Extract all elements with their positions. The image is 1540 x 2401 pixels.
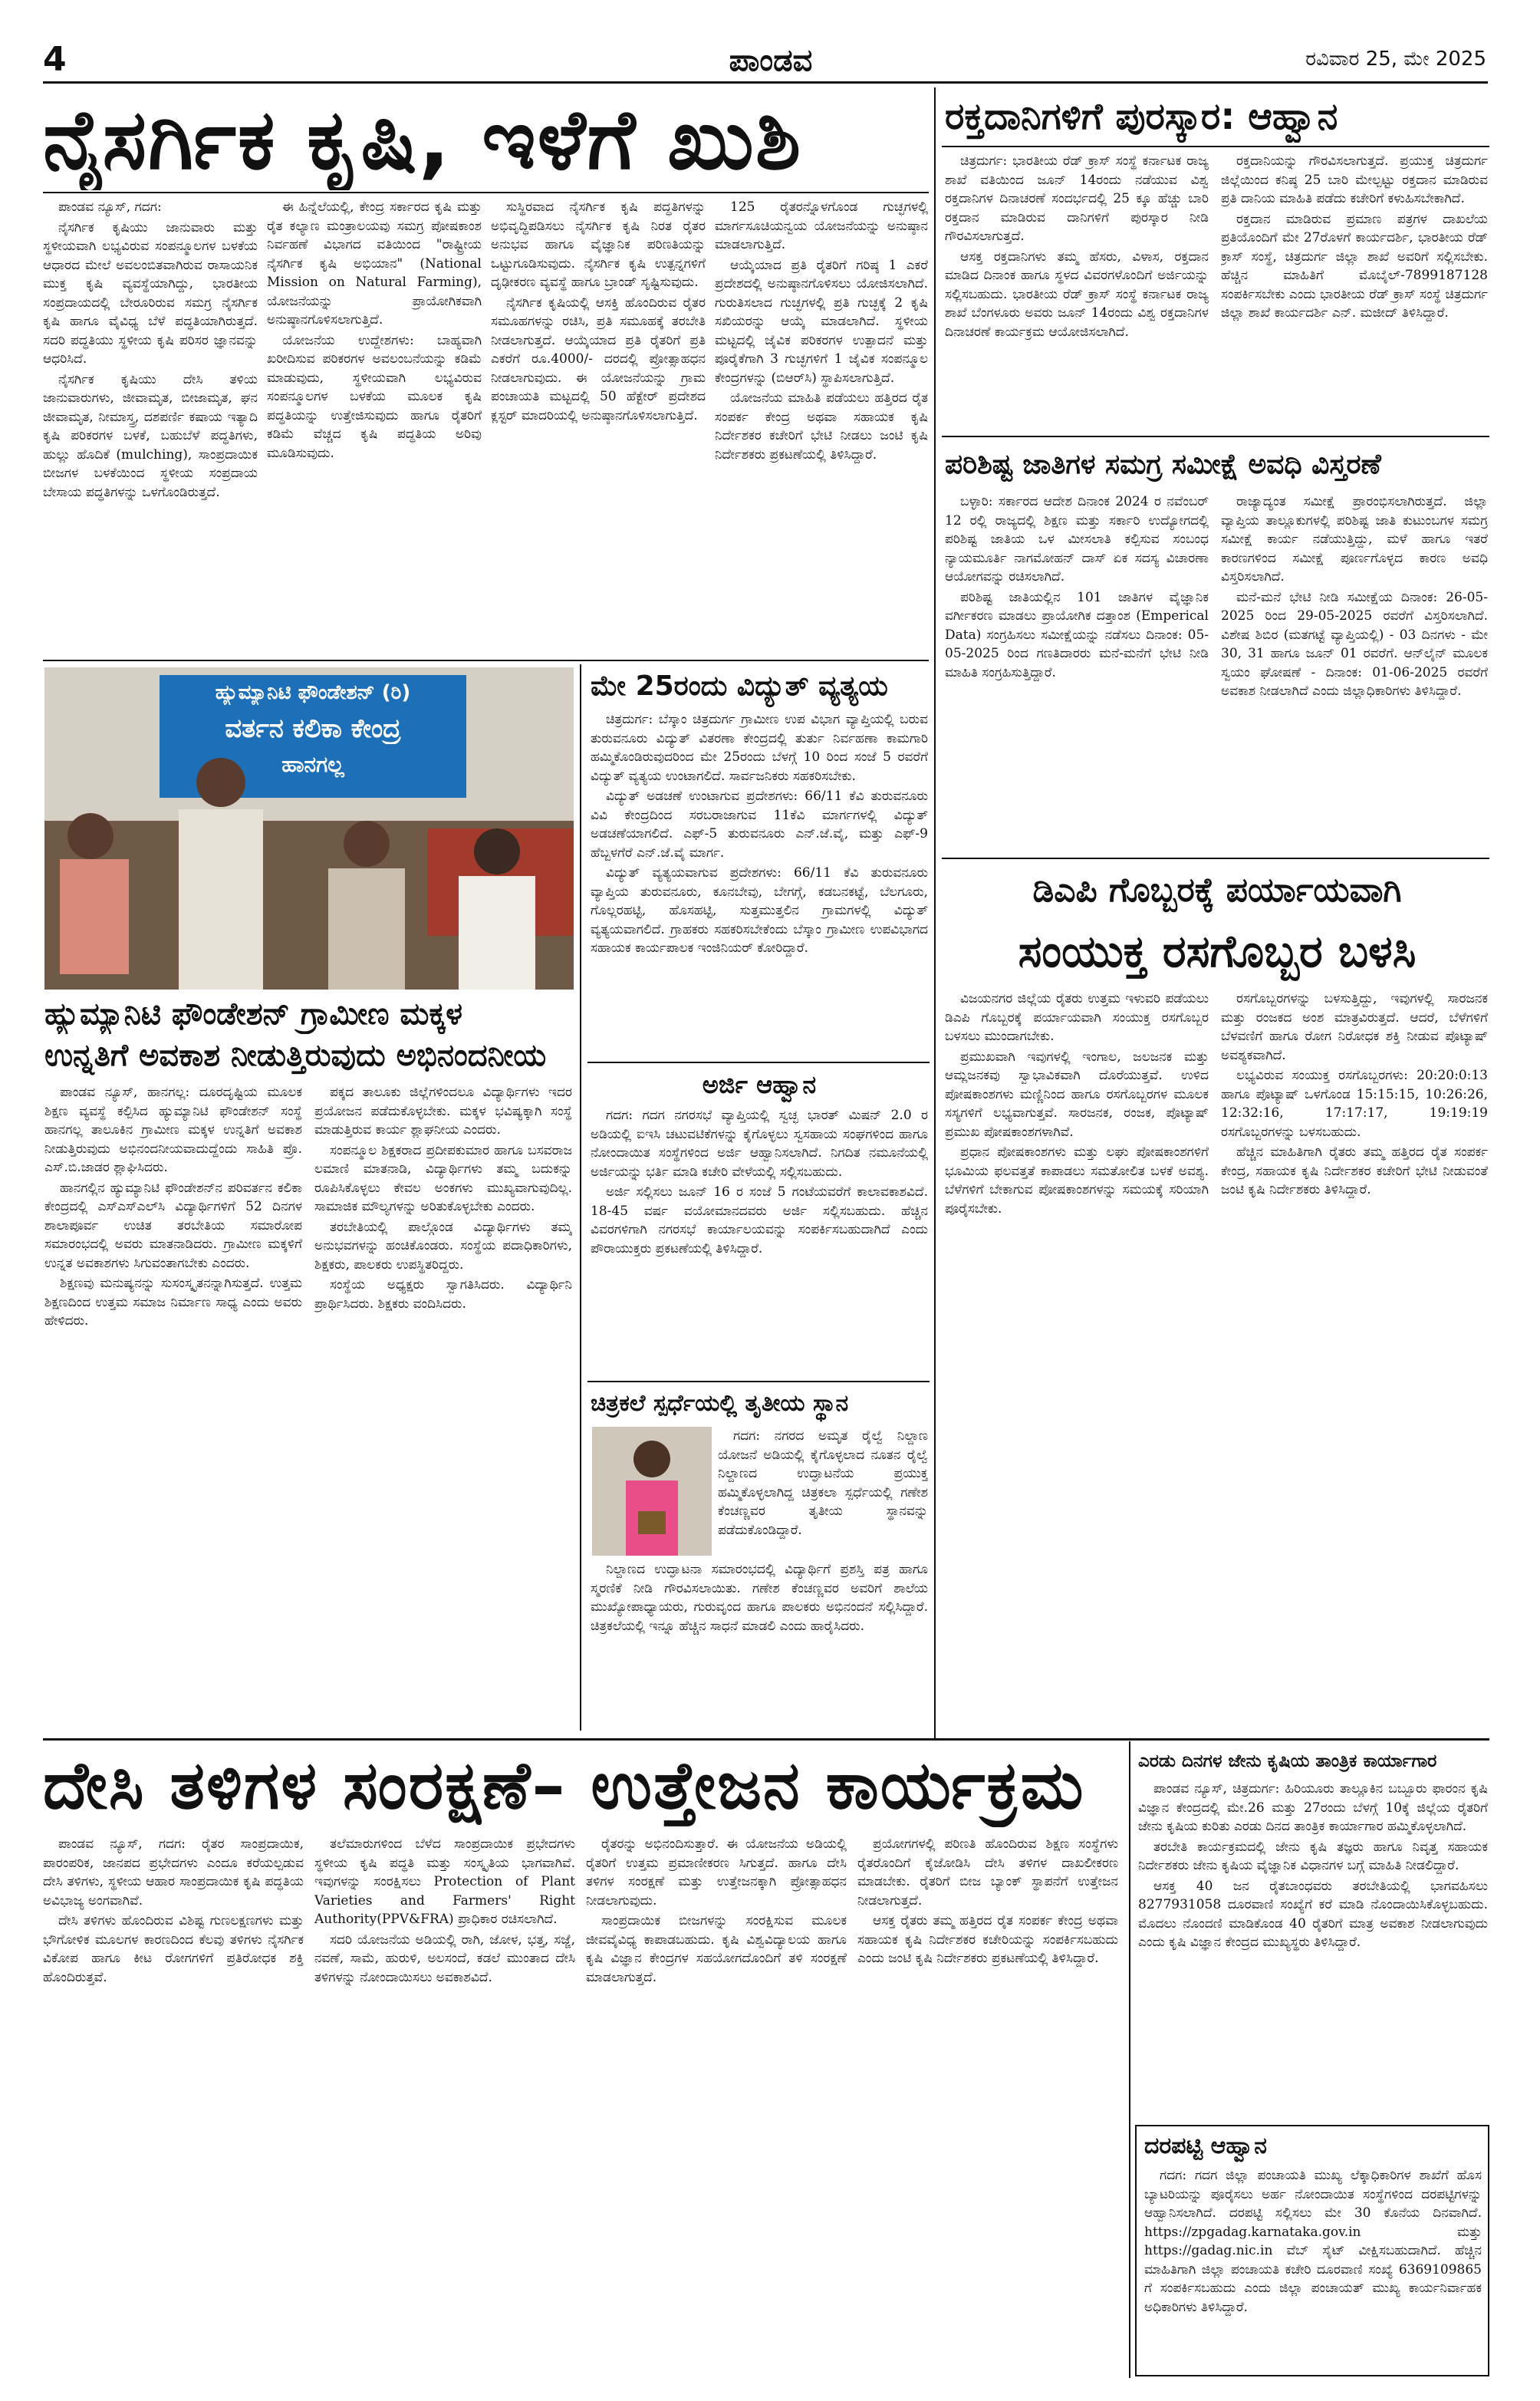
article7-headline: ಪರಿಶಿಷ್ಟ ಜಾತಿಗಳ ಸಮಗ್ರ ಸಮೀಕ್ಷೆ ಅವಧಿ ವಿಸ್ತರಣೆ — [945, 449, 1381, 480]
article8-headline-line-1: ಡಿಎಪಿ ಗೊಬ್ಬರಕ್ಕೆ ಪರ್ಯಾಯವಾಗಿ — [1032, 871, 1402, 910]
article11-headline: ದರಪಟ್ಟಿ ಆಹ್ವಾನ — [1144, 2133, 1267, 2159]
article9-column-4 — [857, 1835, 1118, 2372]
paragraph: ರಾಜ್ಯಾದ್ಯಂತ ಸಮೀಕ್ಷೆ ಪ್ರಾರಂಭಿಸಲಾಗಿರುತ್ತದೆ. ಜಿಲ್ಲಾ ವ್ಯಾಪ್ತಿಯ ತಾಲ್ಲೂಕುಗಳಲ್ಲಿ ಪರಿಶಿಷ್ಟ ಜಾತಿ ಕುಟುಂಬಗಳ ಸಮಗ್ರ ಸಮೀಕ್ಷೆ ಕಾರ್ಯ ನಡೆಯುತ್ತಿದ್ದು, ಮಳೆ ಹಾಗೂ ಇತರೆ ಕಾರಣಗಳಿಂದ ಸಮೀಕ್ಷೆ ಪೂರ್ಣಗೊಳ್ಳದ ಕಾರಣ ಅವಧಿ ವಿಸ್ತರಿಸಲಾಗಿದೆ. — [1221, 494, 1488, 585]
article3-headline: ಮೇ 25ರಂದು ವಿದ್ಯುತ್ ವ್ಯತ್ಯಯ — [591, 670, 888, 702]
paragraph: ಮನೆ-ಮನೆ ಭೇಟಿ ನೀಡಿ ಸಮೀಕ್ಷೆಯ ದಿನಾಂಕ: 26-05-2025 ರಿಂದ 29-05-2025 ರವರೆಗೆ ವಿಸ್ತರಿಸಲಾಗಿದೆ. ವಿಶೇಷ ಶಿಬಿರ (ಮತಗಟ್ಟೆ ವ್ಯಾಪ್ತಿಯಲ್ಲಿ) - 03 ದಿನಗಳು - ಮೇ 30, 31 ಹಾಗೂ ಜೂನ್ 01 ರವರೆಗೆ. ಆನ್‌ಲೈನ್ ಮೂಲಕ ಸ್ವಯಂ ಘೋಷಣೆ - ದಿನಾಂಕ: 01-06-2025 ರವರೆಗೆ ಅವಕಾಶ ನೀಡಲಾಗಿದೆ ಎಂದು ಜಿಲ್ಲಾಧಿಕಾರಿಗಳು ತಿಳಿಸಿದ್ದಾರೆ. — [1221, 589, 1488, 699]
article5-body-top — [718, 1427, 928, 1556]
article1-bottom-rule — [43, 660, 929, 661]
paragraph: ನೈಸರ್ಗಿಕ ಕೃಷಿಯು ಜಾನುವಾರು ಮತ್ತು ಸ್ಥಳೀಯವಾಗಿ ಲಭ್ಯವಿರುವ ಸಂಪನ್ಮೂಲಗಳ ಬಳಕೆಯ ಆಧಾರದ ಮೇಲೆ ಅವಲಂಬಿತವಾಗಿರುವ ರಾಸಾಯನಿಕ ಮುಕ್ತ ಕೃಷಿ ವ್ಯವಸ್ಥೆಯಾಗಿದ್ದು, ಭಾರತೀಯ ಸಂಪ್ರದಾಯದಲ್ಲಿ ಬೇರೂರಿರುವ ಸಮಗ್ರ ನೈಸರ್ಗಿಕ ಕೃಷಿ ಹಾಗೂ ವೈವಿಧ್ಯ ಬೆಳೆ ಪದ್ಧತಿಯಾಗಿರುತ್ತದೆ. ಸದರಿ ಪದ್ಧತಿಯು ಸ್ಥಳೀಯ ಕೃಷಿ ಪರಿಸರ ಜ್ಞಾನವನ್ನು ಆಧರಿಸಿದೆ. — [43, 219, 258, 367]
article6-headline: ರಕ್ತದಾನಿಗಳಿಗೆ ಪುರಸ್ಕಾರ: ಆಹ್ವಾನ — [945, 95, 1338, 138]
article6-column-1 — [945, 152, 1209, 428]
paragraph: ದೇಸಿ ತಳಿಗಳು ಹೊಂದಿರುವ ವಿಶಿಷ್ಟ ಗುಣಲಕ್ಷಣಗಳು ಮತ್ತು ಭೌಗೋಳಿಕ ಮೂಲಗಳ ಕಾರಣದಿಂದ ಕೆಲವು ತಳಿಗಳು ನೈಸರ್ಗಿಕ ವಿಕೋಪ ಹಾಗೂ ಕೀಟ ರೋಗಗಳಿಗೆ ಪ್ರತಿರೋಧಕ ಶಕ್ತಿ ಹೊಂದಿರುತ್ತವೆ. — [43, 1913, 304, 1985]
paragraph: ವಿದ್ಯುತ್ ಅಡಚಣೆ ಉಂಟಾಗುವ ಪ್ರದೇಶಗಳು: 66/11 ಕೆವಿ ತುರುವನೂರು ವಿವಿ ಕೇಂದ್ರದಿಂದ ಸರಬರಾಜಾಗುವ 11ಕೆವಿ ಮಾರ್ಗಗಳಲ್ಲಿ ವಿದ್ಯುತ್ ಅಡಚಣೆಯಾಗಲಿದೆ. ಎಫ್-5 ತುರುವನೂರು ಎನ್.ಜೆ.ವೈ, ಮತ್ತು ಎಫ್-9 ಹೆಬ್ಬಳಗೆರೆ ಎನ್.ಜೆ.ವೈ ಮಾರ್ಗ. — [591, 789, 928, 861]
page-number: 4 — [43, 40, 67, 79]
column-divider — [580, 664, 581, 1731]
paragraph: ತರಬೇತಿ ಕಾರ್ಯಕ್ರಮದಲ್ಲಿ ಜೇನು ಕೃಷಿ ತಜ್ಞರು ಹಾಗೂ ನಿವೃತ್ತ ಸಹಾಯಕ ನಿರ್ದೇಶಕರು ಜೇನು ಕೃಷಿಯ ವೈಜ್ಞಾನಿಕ ವಿಧಾನಗಳ ಬಗ್ಗೆ ಮಾಹಿತಿ ನೀಡಲಿದ್ದಾರೆ. — [1138, 1839, 1488, 1873]
article10-body — [1138, 1780, 1488, 2117]
article8-column-2 — [1221, 990, 1488, 1731]
paragraph: ನೈಸರ್ಗಿಕ ಕೃಷಿಯು ದೇಸಿ ತಳಿಯ ಜಾನುವಾರುಗಳು, ಜೀವಾಮೃತ, ಬೀಜಾಮೃತ, ಘನ ಜೀವಾಮೃತ, ನೀಮಾಸ್ತ್ರ, ದಶಪರ್ಣಿ ಕಷಾಯ ಇತ್ಯಾದಿ ಕೃಷಿ ಪರಿಕರಗಳ ಬಳಕೆ, ಬಹುಬೆಳೆ ಪದ್ಧತಿಗಳು, ಹುಲ್ಲು ಹೊದಿಕೆ (mulching), ಸಾಂಪ್ರದಾಯಿಕ ಬೀಜಗಳ ಬಳಕೆಯಿಂದ ಸ್ಥಳೀಯ ಸಂಪ್ರದಾಯ ಬೇಸಾಯ ಪದ್ಧತಿಗಳನ್ನು ಒಳಗೊಂಡಿರುತ್ತದೆ. — [43, 371, 258, 500]
section-rule — [43, 1738, 1489, 1741]
paragraph: ವಿಜಯನಗರ ಜಿಲ್ಲೆಯ ರೈತರು ಉತ್ತಮ ಇಳುವರಿ ಪಡೆಯಲು ಡಿಎಪಿ ಗೊಬ್ಬರಕ್ಕೆ ಪರ್ಯಾಯವಾಗಿ ಸಂಯುಕ್ತ ರಸಗೊಬ್ಬರ ಬಳಸಲು ಮುಂದಾಗಬೇಕು. — [945, 991, 1209, 1044]
paragraph: ನೈಸರ್ಗಿಕ ಕೃಷಿಯಲ್ಲಿ ಆಸಕ್ತಿ ಹೊಂದಿರುವ ರೈತರ ಸಮೂಹಗಳನ್ನು ರಚಿಸಿ, ಪ್ರತಿ ಸಮೂಹಕ್ಕೆ ತರಬೇತಿ ನೀಡಲಾಗುತ್ತದೆ. ಆಯ್ಕೆಯಾದ ಪ್ರತಿ ರೈತರಿಗೆ ಪ್ರತಿ ಎಕರೆಗೆ ರೂ.4000/- ದರದಲ್ಲಿ ಪ್ರೋತ್ಸಾಹಧನ ನೀಡಲಾಗುವುದು. ಈ ಯೋಜನೆಯನ್ನು ಗ್ರಾಮ ಪಂಚಾಯತಿ ಮಟ್ಟದಲ್ಲಿ 50 ಹೆಕ್ಟೇರ್ ಪ್ರದೇಶದ ಕ್ಲಸ್ಟರ್ ಮಾದರಿಯಲ್ಲಿ ಅನುಷ್ಠಾನಗೊಳಿಸಲಾಗುತ್ತಿದೆ. — [491, 295, 706, 423]
column-divider — [934, 87, 936, 1738]
article7-column-2 — [1221, 492, 1488, 851]
paragraph: ಲಭ್ಯವಿರುವ ಸಂಯುಕ್ತ ರಸಗೊಬ್ಬರಗಳು: 20:20:0:13 ಹಾಗೂ ಪೊಟ್ಯಾಷ್ ಒಳಗೊಂಡ 15:15:15, 10:26:26, 12:32:16, 17:17:17, 19:19:19 ರಸಗೊಬ್ಬರಗಳನ್ನು ಬಳಸಬಹುದು. — [1221, 1068, 1488, 1140]
article10-headline: ಎರಡು ದಿನಗಳ ಜೇನು ಕೃಷಿಯ ತಾಂತ್ರಿಕ ಕಾರ್ಯಾಗಾರ — [1138, 1751, 1437, 1771]
paper-name: ಪಾಂಡವ — [729, 43, 813, 78]
article9-column-1 — [43, 1835, 304, 2372]
article2-headline-line-2: ಉನ್ನತಿಗೆ ಅವಕಾಶ ನೀಡುತ್ತಿರುವುದು ಅಭಿನಂದನೀಯ — [44, 1038, 547, 1073]
column-divider — [1129, 1741, 1130, 2378]
paragraph: ನಿಲ್ದಾಣದ ಉದ್ಘಾಟನಾ ಸಮಾರಂಭದಲ್ಲಿ ವಿದ್ಯಾರ್ಥಿಗೆ ಪ್ರಶಸ್ತಿ ಪತ್ರ ಹಾಗೂ ಸ್ಮರಣಿಕೆ ನೀಡಿ ಗೌರವಿಸಲಾಯಿತು. ಗಣೇಶ ಕೆಂಚಣ್ಣವರ ಅವರಿಗೆ ಶಾಲೆಯ ಮುಖ್ಯೋಪಾಧ್ಯಾಯರು, ಗುರುವೃಂದ ಹಾಗೂ ಪಾಲಕರು ಅಭಿನಂದನೆ ಸಲ್ಲಿಸಿದ್ದಾರೆ. ಚಿತ್ರಕಲೆಯಲ್ಲಿ ಇನ್ನೂ ಹೆಚ್ಚಿನ ಸಾಧನೆ ಮಾಡಲಿ ಎಂದು ಹಾರೈಸಿದರು. — [591, 1562, 928, 1634]
banner-line-2: ವರ್ತನ ಕಲಿಕಾ ಕೇಂದ್ರ — [225, 713, 401, 744]
paragraph: ಸಂಸ್ಥೆಯ ಅಧ್ಯಕ್ಷರು ಸ್ವಾಗತಿಸಿದರು. ವಿದ್ಯಾರ್ಥಿನಿ ಪ್ರಾರ್ಥಿಸಿದರು. ಶಿಕ್ಷಕರು ವಂದಿಸಿದರು. — [314, 1277, 572, 1312]
article3-body — [591, 710, 928, 1056]
article8-column-1 — [945, 990, 1209, 1731]
article9-headline: ದೇಸಿ ತಳಿಗಳ ಸಂರಕ್ಷಣೆ– ಉತ್ತೇಜನ ಕಾರ್ಯಕ್ರಮ — [43, 1747, 1085, 1824]
paragraph: ಗದಗ: ಗದಗ ಜಿಲ್ಲಾ ಪಂಚಾಯತಿ ಮುಖ್ಯ ಲೆಕ್ಕಾಧಿಕಾರಿಗಳ ಶಾಖೆಗೆ ಹೊಸ ಬ್ಯಾಟರಿಯನ್ನು ಪೂರೈಸಲು ಅರ್ಹ ನೋಂದಾಯಿತ ಸಂಸ್ಥೆಗಳಿಂದ ದರಪಟ್ಟಿಗಳನ್ನು ಆಹ್ವಾನಿಸಲಾಗಿದೆ. ದರಪಟ್ಟಿ ಸಲ್ಲಿಸಲು ಮೇ 30 ಕೊನೆಯ ದಿನವಾಗಿದೆ. https://zpgadag.karnataka.gov.in ಮತ್ತು https://gadag.nic.in ವೆಬ್ ಸೈಟ್ ವೀಕ್ಷಿಸಬಹುದಾಗಿದೆ. ಹೆಚ್ಚಿನ ಮಾಹಿತಿಗಾಗಿ ಜಿಲ್ಲಾ ಪಂಚಾಯತಿ ಕಚೇರಿ ದೂರವಾಣಿ ಸಂಖ್ಯೆ 6369109865 ಗೆ ಸಂಪರ್ಕಿಸಬಹುದು ಎಂದು ಜಿಲ್ಲಾ ಪಂಚಾಯತ್ ಮುಖ್ಯ ಕಾರ್ಯನಿರ್ವಾಹಕ ಅಧಿಕಾರಿಗಳು ತಿಳಿಸಿದ್ದಾರೆ. — [1144, 2168, 1482, 2315]
paragraph: ಯೋಜನೆಯ ಮಾಹಿತಿ ಪಡೆಯಲು ಹತ್ತಿರದ ರೈತ ಸಂಪರ್ಕ ಕೇಂದ್ರ ಅಥವಾ ಸಹಾಯಕ ಕೃಷಿ ನಿರ್ದೇಶಕರ ಕಚೇರಿಗೆ ಭೇಟಿ ನೀಡಲು ಜಂಟಿ ಕೃಷಿ ನಿರ್ದೇಶಕರು ಪ್ರಕಟಣೆಯಲ್ಲಿ ತಿಳಿಸಿದ್ದಾರೆ. — [715, 390, 928, 463]
masthead-rule — [43, 81, 1488, 84]
paragraph: ರಸಗೊಬ್ಬರಗಳನ್ನು ಬಳಸುತ್ತಿದ್ದು, ಇವುಗಳಲ್ಲಿ ಸಾರಜನಕ ಮತ್ತು ರಂಜಕದ ಅಂಶ ಮಾತ್ರವಿರುತ್ತದೆ. ಆದರೆ, ಬೆಳೆಗಳಿಗೆ ಬೆಳವಣಿಗೆ ಹಾಗೂ ರೋಗ ನಿರೋಧಕ ಶಕ್ತಿ ನೀಡುವ ಪೊಟ್ಯಾಷ್ ಅವಶ್ಯಕವಾಗಿದೆ. — [1221, 991, 1488, 1063]
article8-headline-line-2: ಸಂಯುಕ್ತ ರಸಗೊಬ್ಬರ ಬಳಸಿ — [1018, 925, 1417, 977]
article9-column-2 — [314, 1835, 575, 2372]
paragraph: ಅರ್ಜಿ ಸಲ್ಲಿಸಲು ಜೂನ್ 16 ರ ಸಂಜೆ 5 ಗಂಟೆಯವರೆಗೆ ಕಾಲಾವಕಾಶವಿದೆ. 18-45 ವರ್ಷ ವಯೋಮಾನದವರು ಅರ್ಜಿ ಸಲ್ಲಿಸಬಹುದು. ಹೆಚ್ಚಿನ ವಿವರಗಳಿಗಾಗಿ ನಗರಸಭೆ ಕಾರ್ಯಾಲಯವನ್ನು ಸಂಪರ್ಕಿಸಬಹುದಾಗಿದೆ ಎಂದು ಪೌರಾಯುಕ್ತರು ಪ್ರಕಟಣೆಯಲ್ಲಿ ತಿಳಿಸಿದ್ದಾರೆ. — [591, 1184, 928, 1256]
student-photo — [592, 1427, 712, 1556]
article4-headline: ಅರ್ಜಿ ಆಹ್ವಾನ — [702, 1070, 817, 1099]
paragraph: ಪಾಂಡವ ನ್ಯೂಸ್, ಗದಗ: ರೈತರ ಸಾಂಪ್ರದಾಯಿಕ, ಪಾರಂಪರಿಕ, ಜಾನಪದ ಪ್ರಭೇದಗಳು ಎಂದೂ ಕರೆಯಲ್ಪಡುವ ದೇಸಿ ತಳಿಗಳು, ಸ್ಥಳೀಯ ಆಹಾರ ಸಾಂಪ್ರದಾಯಿಕ ಕೃಷಿ ಪದ್ಧತಿಯ ಅವಿಭಾಜ್ಯ ಅಂಗವಾಗಿವೆ. — [43, 1836, 304, 1909]
paragraph: ಬಳ್ಳಾರಿ: ಸರ್ಕಾರದ ಆದೇಶ ದಿನಾಂಕ 2024 ರ ನವೆಂಬರ್ 12 ರಲ್ಲಿ ರಾಜ್ಯದಲ್ಲಿ ಶಿಕ್ಷಣ ಮತ್ತು ಸರ್ಕಾರಿ ಉದ್ಯೋಗದಲ್ಲಿ ಪರಿಶಿಷ್ಟ ಜಾತಿಯ ಒಳ ಮೀಸಲಾತಿ ಕಲ್ಪಿಸುವ ಸಂಬಂಧ ನ್ಯಾಯಮೂರ್ತಿ ನಾಗಮೋಹನ್ ದಾಸ್ ಏಕ ಸದಸ್ಯ ವಿಚಾರಣಾ ಆಯೋಗವನ್ನು ರಚಿಸಲಾಗಿದೆ. — [945, 494, 1209, 585]
paragraph: ಪಕ್ಕದ ತಾಲೂಕು ಜಿಲ್ಲೆಗಳಿಂದಲೂ ವಿದ್ಯಾರ್ಥಿಗಳು ಇದರ ಪ್ರಯೋಜನ ಪಡೆದುಕೊಳ್ಳಬೇಕು. ಮಕ್ಕಳ ಭವಿಷ್ಯಕ್ಕಾಗಿ ಸಂಸ್ಥೆ ಮಾಡುತ್ತಿರುವ ಕಾರ್ಯ ಶ್ಲಾಘನೀಯ ಎಂದರು. — [314, 1085, 572, 1138]
paragraph: ಪ್ರಧಾನ ಪೋಷಕಾಂಶಗಳು ಮತ್ತು ಲಘು ಪೋಷಕಾಂಶಗಳಿಗೆ ಭೂಮಿಯ ಫಲವತ್ತತೆ ಕಾಪಾಡಲು ಸಮತೋಲಿತ ಬಳಕೆ ಅವಶ್ಯ. ಬೆಳೆಗಳಿಗೆ ಬೇಕಾಗುವ ಪೋಷಕಾಂಶಗಳನ್ನು ಸಮಯಕ್ಕೆ ಸರಿಯಾಗಿ ಪೂರೈಸಬೇಕು. — [945, 1145, 1209, 1217]
paragraph: ಆಸಕ್ತ 40 ಜನ ರೈತಬಾಂಧವರು ತರಬೇತಿಯಲ್ಲಿ ಭಾಗವಹಿಸಲು 8277931058 ದೂರವಾಣಿ ಸಂಖ್ಯೆಗೆ ಕರೆ ಮಾಡಿ ನೊಂದಾಯಿಸಿಕೊಳ್ಳಬಹುದು. ಮೊದಲು ನೊಂದಣಿ ಮಾಡಿಕೊಂಡ 40 ರೈತರಿಗೆ ಮಾತ್ರ ಅವಕಾಶ ನೀಡಲಾಗುವುದು ಎಂದು ಕೃಷಿ ವಿಜ್ಞಾನ ಕೇಂದ್ರದ ಮುಖ್ಯಸ್ಥರು ತಿಳಿಸಿದ್ದಾರೆ. — [1138, 1878, 1488, 1950]
paragraph: ಯೋಜನೆಯ ಉದ್ದೇಶಗಳು: ಬಾಹ್ಯವಾಗಿ ಖರೀದಿಸುವ ಪರಿಕರಗಳ ಅವಲಂಬನೆಯನ್ನು ಕಡಿಮೆ ಮಾಡುವುದು, ಸ್ಥಳೀಯವಾಗಿ ಲಭ್ಯವಿರುವ ಸಂಪನ್ಮೂಲಗಳ ಬಳಕೆಯ ಮೂಲಕ ಕೃಷಿ ಪದ್ಧತಿಯನ್ನು ಉತ್ತೇಜಿಸುವುದು ಹಾಗೂ ರೈತರಿಗೆ ಕಡಿಮೆ ವೆಚ್ಚದ ಕೃಷಿ ಪದ್ಧತಿಯ ಅರಿವು ಮೂಡಿಸುವುದು. — [267, 332, 482, 461]
article6-column-2 — [1221, 152, 1488, 428]
paragraph: ಚಿತ್ರದುರ್ಗ: ಬೆಸ್ಕಾಂ ಚಿತ್ರದುರ್ಗ ಗ್ರಾಮೀಣ ಉಪ ವಿಭಾಗ ವ್ಯಾಪ್ತಿಯಲ್ಲಿ ಬರುವ ತುರುವನೂರು ವಿದ್ಯುತ್ ವಿತರಣಾ ಕೇಂದ್ರದಲ್ಲಿ ತುರ್ತು ನಿರ್ವಹಣಾ ಕಾಮಗಾರಿ ಹಮ್ಮಿಕೊಂಡಿರುವುದರಿಂದ ಮೇ 25ರಂದು ಬೆಳಗ್ಗೆ 10 ರಿಂದ ಸಂಜೆ 5 ರವರೆಗೆ ವಿದ್ಯುತ್ ವ್ಯತ್ಯಯ ಉಂಟಾಗಲಿದೆ. ಸಾರ್ವಜನಿಕರು ಸಹಕರಿಸಬೇಕು. — [591, 712, 928, 784]
article2-column-1 — [44, 1083, 302, 1727]
paragraph: ಸಾಂಪ್ರದಾಯಿಕ ಬೀಜಗಳನ್ನು ಸಂರಕ್ಷಿಸುವ ಮೂಲಕ ಜೀವವೈವಿಧ್ಯ ಕಾಪಾಡಬಹುದು. ಕೃಷಿ ವಿಶ್ವವಿದ್ಯಾಲಯ ಹಾಗೂ ಕೃಷಿ ವಿಜ್ಞಾನ ಕೇಂದ್ರಗಳ ಸಹಯೋಗದೊಂದಿಗೆ ತಳಿ ಸಂರಕ್ಷಣೆ ಮಾಡಲಾಗುತ್ತದೆ. — [586, 1913, 847, 1985]
paragraph: ಸದರಿ ಯೋಜನೆಯ ಅಡಿಯಲ್ಲಿ ರಾಗಿ, ಜೋಳ, ಭತ್ತ, ಸಜ್ಜೆ, ನವಣೆ, ಸಾಮೆ, ಹುರುಳಿ, ಅಲಸಂದೆ, ಕಡಲೆ ಮುಂತಾದ ದೇಸಿ ತಳಿಗಳನ್ನು ನೋಂದಾಯಿಸಲು ಅವಕಾಶವಿದೆ. — [314, 1932, 575, 1985]
paragraph: ರಕ್ತದಾನ ಮಾಡಿರುವ ಪ್ರಮಾಣ ಪತ್ರಗಳ ದಾಖಲೆಯ ಪ್ರತಿಯೊಂದಿಗೆ ಮೇ 27ರೊಳಗೆ ಕಾರ್ಯದರ್ಶಿ, ಭಾರತೀಯ ರೆಡ್ ಕ್ರಾಸ್ ಸಂಸ್ಥೆ, ಚಿತ್ರದುರ್ಗ ಜಿಲ್ಲಾ ಶಾಖೆ ಅವರಿಗೆ ಸಲ್ಲಿಸಬೇಕು. ಹೆಚ್ಚಿನ ಮಾಹಿತಿಗೆ ಮೊಬೈಲ್-7899187128 ಸಂಪರ್ಕಿಸಬೇಕು ಎಂದು ಭಾರತೀಯ ರೆಡ್ ಕ್ರಾಸ್ ಸಂಸ್ಥೆ ಚಿತ್ರದುರ್ಗ ಜಿಲ್ಲಾ ಶಾಖೆ ಕಾರ್ಯದರ್ಶಿ ಎನ್. ಮಜೀದ್ ತಿಳಿಸಿದ್ದಾರೆ. — [1221, 211, 1488, 321]
article1-rule — [43, 192, 929, 193]
article5-headline: ಚಿತ್ರಕಲೆ ಸ್ಪರ್ಧೆಯಲ್ಲಿ ತೃತೀಯ ಸ್ಥಾನ — [591, 1390, 849, 1417]
banner-line-3: ಹಾನಗಲ್ಲ — [281, 752, 344, 777]
article2-headline-line-1: ಹ್ಯುಮ್ಯಾನಿಟಿ ಫೌಂಡೇಶನ್ ಗ್ರಾಮೀಣ ಮಕ್ಕಳ — [44, 996, 462, 1032]
paragraph: ಈ ಹಿನ್ನೆಲೆಯಲ್ಲಿ, ಕೇಂದ್ರ ಸರ್ಕಾರದ ಕೃಷಿ ಮತ್ತು ರೈತ ಕಲ್ಯಾಣ ಮಂತ್ರಾಲಯವು ಸಮಗ್ರ ಪೋಷಕಾಂಶ ನಿರ್ವಹಣೆ ವಿಭಾಗದ ವತಿಯಿಂದ "ರಾಷ್ಟ್ರೀಯ ನೈಸರ್ಗಿಕ ಕೃಷಿ ಅಭಿಯಾನ" (National Mission on Natural Farming), ಯೋಜನೆಯನ್ನು ಪ್ರಾಯೋಗಿಕವಾಗಿ ಅನುಷ್ಠಾನಗೊಳಿಸಲಾಗುತ್ತಿದೆ. — [267, 199, 482, 328]
paragraph: ಪಾಂಡವ ನ್ಯೂಸ್, ಹಾನಗಲ್ಲ: ದೂರದೃಷ್ಟಿಯ ಮೂಲಕ ಶಿಕ್ಷಣ ವ್ಯವಸ್ಥೆ ಕಲ್ಪಿಸಿದ ಹ್ಯುಮ್ಯಾನಿಟಿ ಫೌಂಡೇಶನ್ ಸಂಸ್ಥೆ ಹಾನಗಲ್ಲ ತಾಲೂಕಿನ ಗ್ರಾಮೀಣ ಮಕ್ಕಳ ಉನ್ನತಿಗೆ ಅವಕಾಶ ನೀಡುತ್ತಿರುವುದು ಅಭಿನಂದನೀಯವಾದುದ್ದೆಂದು ಸಾಹಿತಿ ಪ್ರೊ. ಎಸ್.ಬಿ.ಜಾಡರ ಶ್ಲಾಘಿಸಿದರು. — [44, 1085, 302, 1175]
paragraph: ಪಾಂಡವ ನ್ಯೂಸ್, ಗದಗ: — [58, 199, 162, 215]
article1-headline: ನೈಸರ್ಗಿಕ ಕೃಷಿ, ಇಳೆಗೆ ಖುಶಿ — [43, 92, 803, 188]
paragraph: ಗದಗ: ಗದಗ ನಗರಸಭೆ ವ್ಯಾಪ್ತಿಯಲ್ಲಿ ಸ್ವಚ್ಛ ಭಾರತ್ ಮಿಷನ್ 2.0 ರ ಅಡಿಯಲ್ಲಿ ಐಇಸಿ ಚಟುವಟಿಕೆಗಳನ್ನು ಕೈಗೊಳ್ಳಲು ಸ್ವಸಹಾಯ ಸಂಘಗಳಿಂದ ಹಾಗೂ ನೋಂದಾಯಿತ ಸಂಸ್ಥೆಗಳಿಂದ ಅರ್ಜಿ ಆಹ್ವಾನಿಸಲಾಗಿದೆ. ನಿಗದಿತ ನಮೂನೆಯಲ್ಲಿ ಅರ್ಜಿಯನ್ನು ಭರ್ತಿ ಮಾಡಿ ಕಚೇರಿ ವೇಳೆಯಲ್ಲಿ ಸಲ್ಲಿಸಬಹುದು. — [591, 1108, 928, 1180]
article1-column-4 — [715, 198, 928, 650]
paragraph: ಚಿತ್ರದುರ್ಗ: ಭಾರತೀಯ ರೆಡ್ ಕ್ರಾಸ್ ಸಂಸ್ಥೆ ಕರ್ನಾಟಕ ರಾಜ್ಯ ಶಾಖೆ ವತಿಯಿಂದ ಜೂನ್ 14ರಂದು ನಡೆಯುವ ವಿಶ್ವ ರಕ್ತದಾನಿಗಳ ದಿನಾಚರಣೆ ಸಂದರ್ಭದಲ್ಲಿ 25 ಕ್ಕೂ ಹೆಚ್ಚು ಬಾರಿ ರಕ್ತದಾನ ಮಾಡಿರುವ ದಾನಿಗಳಿಗೆ ಪುರಸ್ಕಾರ ನೀಡಿ ಗೌರವಿಸಲಾಗುತ್ತದೆ. — [945, 153, 1209, 244]
article1-column-1 — [43, 198, 258, 650]
event-photo — [44, 667, 574, 990]
paragraph: ಪರಿಶಿಷ್ಟ ಜಾತಿಯಲ್ಲಿನ 101 ಜಾತಿಗಳ ವೈಜ್ಞಾನಿಕ ವರ್ಗೀಕರಣ ಮಾಡಲು ಪ್ರಾಯೋಗಿಕ ದತ್ತಾಂಶ (Emperical Data) ಸಂಗ್ರಹಿಸಲು ಸಮೀಕ್ಷೆಯನ್ನು ನಡೆಸಲು ದಿನಾಂಕ: 05-05-2025 ರಿಂದ ಗಣತಿದಾರರು ಮನೆ-ಮನೆಗೆ ಭೇಟಿ ನೀಡಿ ಮಾಹಿತಿ ಸಂಗ್ರಹಿಸುತ್ತಿದ್ದಾರೆ. — [945, 589, 1209, 680]
article6-rule — [942, 146, 1489, 147]
article1-column-2 — [267, 198, 482, 650]
paragraph: ರೈತರನ್ನು ಅಭಿನಂದಿಸುತ್ತಾರೆ. ಈ ಯೋಜನೆಯ ಅಡಿಯಲ್ಲಿ ರೈತರಿಗೆ ಉತ್ತಮ ಪ್ರಮಾಣೀಕರಣ ಸಿಗುತ್ತದೆ. ಹಾಗೂ ದೇಸಿ ತಳಿಗಳ ಸಂರಕ್ಷಣೆ ಮತ್ತು ಉತ್ತೇಜನಕ್ಕಾಗಿ ಪ್ರೋತ್ಸಾಹಧನ ನೀಡಲಾಗುವುದು. — [586, 1836, 847, 1909]
paragraph: ತಲೆಮಾರುಗಳಿಂದ ಬೆಳೆದ ಸಾಂಪ್ರದಾಯಿಕ ಪ್ರಭೇದಗಳು ಸ್ಥಳೀಯ ಕೃಷಿ ಪದ್ಧತಿ ಮತ್ತು ಸಂಸ್ಕೃತಿಯ ಭಾಗವಾಗಿವೆ. ಇವುಗಳನ್ನು ಸಂರಕ್ಷಿಸಲು Protection of Plant Varieties and Farmers' Right Authority(PPV&FRA) ಪ್ರಾಧಿಕಾರ ರಚಿಸಲಾಗಿದೆ. — [314, 1836, 575, 1927]
banner-line-1: ಹ್ಯುಮ್ಯಾನಿಟಿ ಫೌಂಡೇಶನ್ (ರಿ) — [215, 681, 411, 704]
paragraph: ಶಿಕ್ಷಣವು ಮನುಷ್ಯನನ್ನು ಸುಸಂಸ್ಕೃತನನ್ನಾಗಿಸುತ್ತದೆ. ಉತ್ತಮ ಶಿಕ್ಷಣದಿಂದ ಉತ್ತಮ ಸಮಾಜ ನಿರ್ಮಾಣ ಸಾಧ್ಯ ಎಂದು ಅವರು ಹೇಳಿದರು. — [44, 1276, 302, 1329]
article5-body-bottom — [591, 1560, 928, 1731]
paragraph: ಆಸಕ್ತ ರೈತರು ತಮ್ಮ ಹತ್ತಿರದ ರೈತ ಸಂಪರ್ಕ ಕೇಂದ್ರ ಅಥವಾ ಸಹಾಯಕ ಕೃಷಿ ನಿರ್ದೇಶಕರ ಕಚೇರಿಯನ್ನು ಸಂಪರ್ಕಿಸಬಹುದು ಎಂದು ಜಂಟಿ ಕೃಷಿ ನಿರ್ದೇಶಕರು ಪ್ರಕಟಣೆಯಲ್ಲಿ ತಿಳಿಸಿದ್ದಾರೆ. — [857, 1913, 1118, 1966]
paragraph: ತರಬೇತಿಯಲ್ಲಿ ಪಾಲ್ಗೊಂಡ ವಿದ್ಯಾರ್ಥಿಗಳು ತಮ್ಮ ಅನುಭವಗಳನ್ನು ಹಂಚಿಕೊಂಡರು. ಸಂಸ್ಥೆಯ ಪದಾಧಿಕಾರಿಗಳು, ಶಿಕ್ಷಕರು, ಪಾಲಕರು ಉಪಸ್ಥಿತರಿದ್ದರು. — [314, 1219, 572, 1273]
paragraph: ಸಂಪನ್ಮೂಲ ಶಿಕ್ಷಕರಾದ ಪ್ರದೀಪಕುಮಾರ ಹಾಗೂ ಬಸವರಾಜ ಲಮಾಣಿ ಮಾತನಾಡಿ, ವಿದ್ಯಾರ್ಥಿಗಳು ತಮ್ಮ ಬದುಕನ್ನು ರೂಪಿಸಿಕೊಳ್ಳಲು ಕೇವಲ ಅಂಕಗಳು ಮುಖ್ಯವಾಗುವುದಿಲ್ಲ. ಸಾಮಾಜಿಕ ಮೌಲ್ಯಗಳನ್ನು ಅರಿತುಕೊಳ್ಳಬೇಕು ಎಂದರು. — [314, 1142, 572, 1214]
paragraph: ಗದಗ: ನಗರದ ಅಮೃತ ರೈಲ್ವೆ ನಿಲ್ದಾಣ ಯೋಜನೆ ಅಡಿಯಲ್ಲಿ ಕೈಗೊಳ್ಳಲಾದ ನೂತನ ರೈಲ್ವೆ ನಿಲ್ದಾಣದ ಉದ್ಘಾಟನೆಯ ಪ್ರಯುಕ್ತ ಹಮ್ಮಿಕೊಳ್ಳಲಾಗಿದ್ದ ಚಿತ್ರಕಲಾ ಸ್ಪರ್ಧೆಯಲ್ಲಿ ಗಣೇಶ ಕೆಂಚಣ್ಣವರ ತೃತೀಯ ಸ್ಥಾನವನ್ನು ಪಡೆದುಕೊಂಡಿದ್ದಾರೆ. — [718, 1428, 928, 1538]
paragraph: ರಕ್ತದಾನಿಯನ್ನು ಗೌರವಿಸಲಾಗುತ್ತದೆ. ಪ್ರಯುಕ್ತ ಚಿತ್ರದುರ್ಗ ಜಿಲ್ಲೆಯಿಂದ ಕನಿಷ್ಠ 25 ಬಾರಿ ಮೇಲ್ಪಟ್ಟು ರಕ್ತದಾನ ಮಾಡಿರುವ ಪ್ರತಿ ದಾನಿಯ ಮಾಹಿತಿ ಪಡೆದು ಕಚೇರಿಗೆ ಕಳುಹಿಸಬೇಕಾಗಿದೆ. — [1221, 153, 1488, 206]
article2-column-2 — [314, 1083, 572, 1727]
paragraph: ಪ್ರಯೋಗಗಳಲ್ಲಿ ಪರಿಣತಿ ಹೊಂದಿರುವ ಶಿಕ್ಷಣ ಸಂಸ್ಥೆಗಳು ರೈತರೊಂದಿಗೆ ಕೈಜೋಡಿಸಿ ದೇಸಿ ತಳಿಗಳ ದಾಖಲೀಕರಣ ಮಾಡಬೇಕು. ರೈತರಿಗೆ ಬೀಜ ಬ್ಯಾಂಕ್ ಸ್ಥಾಪನೆಗೆ ಉತ್ತೇಜನ ನೀಡಲಾಗುತ್ತದೆ. — [857, 1836, 1118, 1909]
paragraph: ಆಸಕ್ತ ರಕ್ತದಾನಿಗಳು ತಮ್ಮ ಹೆಸರು, ವಿಳಾಸ, ರಕ್ತದಾನ ಮಾಡಿದ ದಿನಾಂಕ ಹಾಗೂ ಸ್ಥಳದ ವಿವರಗಳೊಂದಿಗೆ ಅರ್ಜಿಯನ್ನು ಸಲ್ಲಿಸಬಹುದು. ಭಾರತೀಯ ರೆಡ್ ಕ್ರಾಸ್ ಸಂಸ್ಥೆ ಕರ್ನಾಟಕ ರಾಜ್ಯ ಶಾಖೆ ಬೆಂಗಳೂರು ಅವರು ಜೂನ್ 14ರಂದು ವಿಶ್ವ ರಕ್ತದಾನಿಗಳ ದಿನಾಚರಣೆ ಕಾರ್ಯಕ್ರಮ ಆಯೋಜಿಸಲಾಗಿದೆ. — [945, 249, 1209, 340]
article3-bottom-rule — [587, 1062, 930, 1063]
paragraph: ಆಯ್ಕೆಯಾದ ಪ್ರತಿ ರೈತರಿಗೆ ಗರಿಷ್ಠ 1 ಎಕರೆ ಪ್ರದೇಶದಲ್ಲಿ ಅನುಷ್ಠಾನಗೊಳಿಸಲು ಯೋಜಿಸಲಾಗಿದೆ. ಗುರುತಿಸಲಾದ ಗುಚ್ಛಗಳಲ್ಲಿ ಪ್ರತಿ ಗುಚ್ಛಕ್ಕೆ 2 ಕೃಷಿ ಸಖಿಯರನ್ನು ಆಯ್ಕೆ ಮಾಡಲಾಗಿದೆ. ಸ್ಥಳೀಯ ಮಟ್ಟದಲ್ಲಿ ಜೈವಿಕ ಪರಿಕರಗಳ ಉತ್ಪಾದನೆ ಮತ್ತು ಪೂರೈಕೆಗಾಗಿ 3 ಗುಚ್ಛಗಳಿಗೆ 1 ಜೈವಿಕ ಸಂಪನ್ಮೂಲ ಕೇಂದ್ರಗಳನ್ನು (ಬಿಆರ್‌ಸಿ) ಸ್ಥಾಪಿಸಲಾಗುತ್ತಿದೆ. — [715, 257, 928, 386]
paragraph: ಸುಸ್ಥಿರವಾದ ನೈಸರ್ಗಿಕ ಕೃಷಿ ಪದ್ಧತಿಗಳನ್ನು ಅಭಿವೃದ್ಧಿಪಡಿಸಲು ನೈಸರ್ಗಿಕ ಕೃಷಿ ನಿರತ ರೈತರ ಅನುಭವ ಹಾಗೂ ವೈಜ್ಞಾನಿಕ ಪರಿಣತಿಯನ್ನು ಒಟ್ಟುಗೂಡಿಸುವುದು. ನೈಸರ್ಗಿಕ ಕೃಷಿ ಉತ್ಪನ್ನಗಳಿಗೆ ದೃಢೀಕರಣ ವ್ಯವಸ್ಥೆ ಹಾಗೂ ಬ್ರಾಂಡ್ ಸೃಷ್ಟಿಸುವುದು. — [491, 199, 706, 290]
article11-body — [1144, 2166, 1482, 2372]
paragraph: ಪ್ರಮುಖವಾಗಿ ಇವುಗಳಲ್ಲಿ ಇಂಗಾಲ, ಜಲಜನಕ ಮತ್ತು ಆಮ್ಲಜನಕವು ಸ್ವಾಭಾವಿಕವಾಗಿ ದೊರೆಯುತ್ತವೆ. ಉಳಿದ ಪೋಷಕಾಂಶಗಳು ಮಣ್ಣಿನಿಂದ ಹಾಗೂ ರಸಗೊಬ್ಬರಗಳ ಮೂಲಕ ಸಸ್ಯಗಳಿಗೆ ಲಭ್ಯವಾಗುತ್ತವೆ. ಸಾರಜನಕ, ರಂಜಕ, ಪೊಟ್ಯಾಷ್ ಪ್ರಮುಖ ಪೋಷಕಾಂಶಗಳಾಗಿವೆ. — [945, 1049, 1209, 1140]
article9-column-3 — [586, 1835, 847, 2372]
paragraph: ಹೆಚ್ಚಿನ ಮಾಹಿತಿಗಾಗಿ ರೈತರು ತಮ್ಮ ಹತ್ತಿರದ ರೈತ ಸಂಪರ್ಕ ಕೇಂದ್ರ, ಸಹಾಯಕ ಕೃಷಿ ನಿರ್ದೇಶಕರ ಕಚೇರಿಗೆ ಭೇಟಿ ನೀಡುವಂತೆ ಜಂಟಿ ಕೃಷಿ ನಿರ್ದೇಶಕರು ತಿಳಿಸಿದ್ದಾರೆ. — [1221, 1145, 1488, 1197]
paragraph: 125 ರೈತರನ್ನೊಳಗೊಂಡ ಗುಚ್ಛಗಳಲ್ಲಿ ಮಾರ್ಗಸೂಚಿಯನ್ವಯ ಯೋಜನೆಯನ್ನು ಅನುಷ್ಠಾನ ಮಾಡಲಾಗುತ್ತಿದೆ. — [715, 199, 928, 252]
paragraph: ಹಾನಗಲ್ಲಿನ ಹ್ಯುಮ್ಯಾನಿಟಿ ಫೌಂಡೇಶನ್‌ನ ಪರಿವರ್ತನ ಕಲಿಕಾ ಕೇಂದ್ರದಲ್ಲಿ ಎಸ್‌ಎಸ್‌ಎಲ್‌ಸಿ ವಿದ್ಯಾರ್ಥಿಗಳಿಗೆ 52 ದಿನಗಳ ಶಾಲಾಪೂರ್ವ ಉಚಿತ ತರಬೇತಿಯ ಸಮಾರೋಪ ಸಮಾರಂಭದಲ್ಲಿ ಅವರು ಮಾತನಾಡಿದರು. ಗ್ರಾಮೀಣ ಮಕ್ಕಳಿಗೆ ಉನ್ನತ ಅವಕಾಶಗಳು ಸಿಗುವಂತಾಗಬೇಕು ಎಂದರು. — [44, 1180, 302, 1271]
issue-date: ರವಿವಾರ 25, ಮೇ 2025 — [1305, 48, 1486, 71]
paragraph: ವಿದ್ಯುತ್ ವ್ಯತ್ಯಯವಾಗುವ ಪ್ರದೇಶಗಳು: 66/11 ಕೆವಿ ತುರುವನೂರು ವ್ಯಾಪ್ತಿಯ ತುರುವನೂರು, ಕೂನಬೇವು, ಬೇಗಗ್ಗೆ, ಕಡಬನಕಟ್ಟೆ, ಬೆಲಗೂರು, ಗೊಲ್ಲರಹಟ್ಟಿ, ಹೊಸಹಟ್ಟಿ, ಸುತ್ತಮುತ್ತಲಿನ ಗ್ರಾಮಗಳಲ್ಲಿ ವಿದ್ಯುತ್ ವ್ಯತ್ಯಯವಾಗಲಿದೆ. ಗ್ರಾಹಕರು ಸಹಕರಿಸಬೇಕೆಂದು ಬೆಸ್ಕಾಂ ಗ್ರಾಮೀಣ ಉಪವಿಭಾಗದ ಸಹಾಯಕ ಕಾರ್ಯಪಾಲಕ ಇಂಜಿನಿಯರ್ ಕೋರಿದ್ದಾರೆ. — [591, 865, 928, 956]
article7-column-1 — [945, 492, 1209, 851]
article1-column-3 — [491, 198, 706, 650]
article7-bottom-rule — [942, 858, 1489, 859]
article6-bottom-rule — [942, 436, 1489, 437]
paragraph: ಪಾಂಡವ ನ್ಯೂಸ್, ಚಿತ್ರದುರ್ಗ: ಹಿರಿಯೂರು ತಾಲ್ಲೂಕಿನ ಬಬ್ಬೂರು ಫಾರಂನ ಕೃಷಿ ವಿಜ್ಞಾನ ಕೇಂದ್ರದಲ್ಲಿ ಮೇ.26 ಮತ್ತು 27ರಂದು ಬೆಳಗ್ಗೆ 10ಕ್ಕೆ ಜಿಲ್ಲೆಯ ರೈತರಿಗೆ ಜೇನು ಕೃಷಿಯ ಕುರಿತು ಎರಡು ದಿನದ ತಾಂತ್ರಿಕ ಕಾರ್ಯಾಗಾರ ಹಮ್ಮಿಕೊಳ್ಳಲಾಗಿದೆ. — [1138, 1781, 1488, 1834]
article4-bottom-rule — [587, 1381, 930, 1382]
article4-body — [591, 1106, 928, 1376]
